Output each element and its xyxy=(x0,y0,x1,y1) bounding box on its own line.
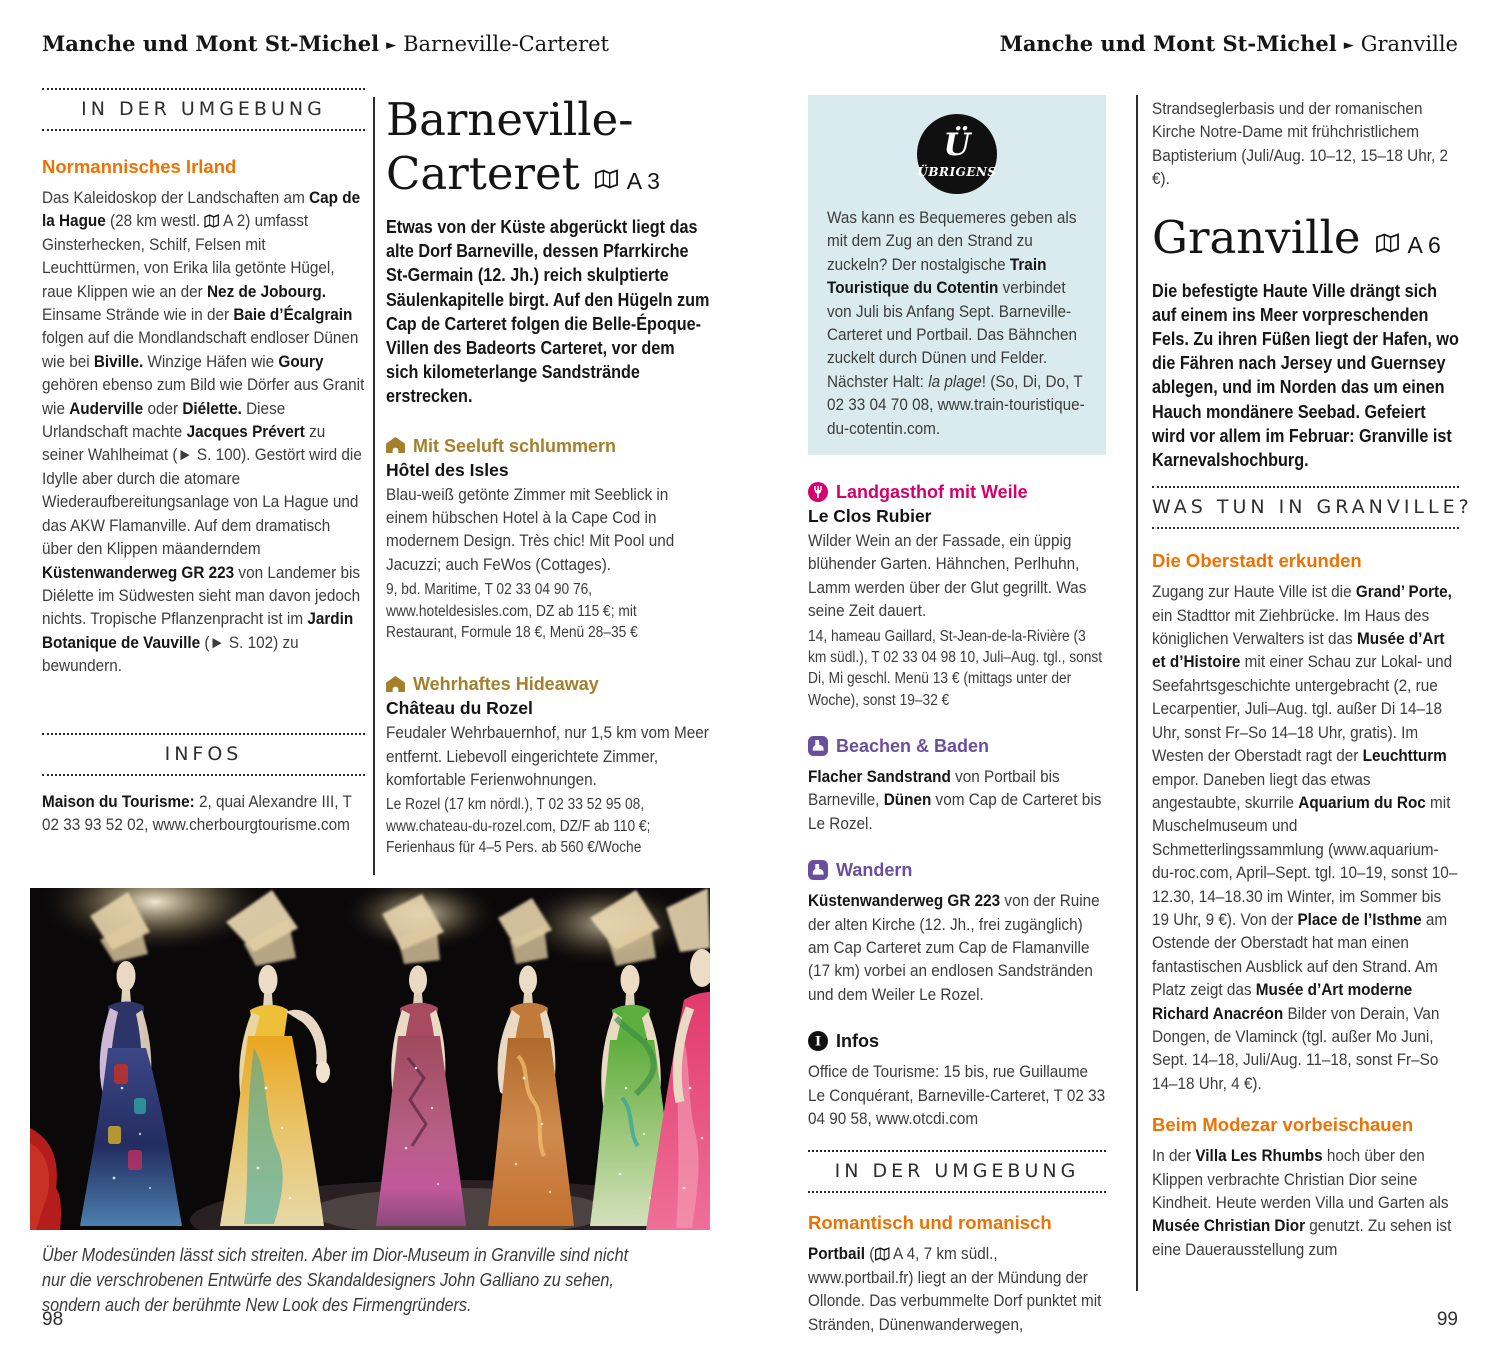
map-icon xyxy=(204,211,219,230)
svg-text:I: I xyxy=(814,1034,822,1050)
category-heading xyxy=(386,435,710,457)
fork-icon xyxy=(808,482,828,502)
tip-body: Das Kaleidoskop der Landschaften am Cap de la Hague (28 km westl. A 2) umfasst Ginsterhecken, Schilf, Felsen mit Leuchttürmen, von Erika lila getönte Hügel, raue Klippen wie an der Nez de Jobourg. Einsame Strände wie in der Baie d’Écalgrain folgen auf die Mondlandschaft endloser Dünen wie bei Biville. Winzige Häfen wie Goury gehören ebenso zum Bild wie Dörfer aus Granit wie Auderville oder Diélette. Diese Urlandschaft machte Jacques Prévert zu seiner Wahlheimat (► S. 100). Gestört wird die Idylle aber durch die atomare Wiederaufbereitungsanlage von La Hague und das AKW Flamanville. Auf dem dramatisch über den Klippen mäanderndem Küstenwanderweg GR 223 von Landemer bis Diélette im Südwesten sieht man davon jedoch nichts. Tropische Pflanzenpracht ist im Jardin Botanique de Vauville (► S. 102) zu bewundern. xyxy=(42,188,365,676)
uebrigens-text: Was kann es Bequemeres geben als mit dem Zug an den Strand zu zuckeln? Der nostalgische Train Touristique du Cotentin verbindet von Juli bis Anfang Sept. Barneville-Carteret und Portbail. Das Bähnchen zuckelt durch Dünen und Felder. Nächster Halt: la plage! (So, Di, Do, T 02 33 04 70 08, www.train-touristique-du-cotentin.com. xyxy=(827,208,1085,438)
infos-body: Maison du Tourisme: 2, quai Alexandre III, T 02 33 93 52 02, www.cherbourgtourisme.com xyxy=(42,792,352,835)
listing-le-clos-rubier xyxy=(808,481,1106,711)
map-icon xyxy=(1375,232,1400,259)
section-label-text: WAS TUN IN GRANVILLE? xyxy=(1152,496,1473,519)
map-icon xyxy=(874,1244,889,1263)
map-reference xyxy=(594,168,660,195)
column-barneville-2 xyxy=(808,95,1106,1336)
category-heading xyxy=(808,735,1106,757)
boot-icon xyxy=(808,736,828,756)
section-label-text: IN DER UMGEBUNG xyxy=(834,1160,1080,1183)
dotted-rule xyxy=(42,129,365,131)
infos-block-left xyxy=(42,733,365,837)
uebrigens-tip-box xyxy=(808,95,1106,455)
breadcrumb-arrow-icon: ► xyxy=(1343,38,1354,53)
dotted-rule xyxy=(808,1191,1106,1193)
dotted-rule xyxy=(1152,527,1459,529)
category-heading xyxy=(808,1030,1106,1052)
tip-heading: Beim Modezar vorbeischauen xyxy=(1152,1114,1414,1136)
section-label-text: IN DER UMGEBUNG xyxy=(81,98,326,120)
listing-name: Le Clos Rubier xyxy=(808,506,932,527)
uebrigens-badge xyxy=(917,114,997,194)
category-label: Wehrhaftes Hideaway xyxy=(413,674,599,695)
running-head-left xyxy=(42,31,609,56)
continuation-text: Strandseglerbasis und der romanischen Kirche Notre-Dame mit frühchristlichem Baptisterium (Juli/Aug. 10–12, 15–18 Uhr, 2 €). xyxy=(1152,99,1448,189)
listing-body: Feudaler Wehrbauernhof, nur 1,5 km vom Meer entfernt. Liebevoll eingerichtete Zimmer, komfortable Ferienwohnungen. xyxy=(386,723,709,789)
running-head-region: Manche und Mont St-Michel xyxy=(999,31,1337,56)
uebrigens-label: ÜBRIGENS xyxy=(917,164,997,179)
place-title-line1: Barneville- xyxy=(386,93,634,146)
running-head-region: Manche und Mont St-Michel xyxy=(42,31,380,56)
activity-body: Küstenwanderweg GR 223 von der Ruine der alten Kirche (12. Jh., frei zugänglich) am Cap Carteret zum Cap de Flamanville (17 km) vorbei an endlosen Sandstränden und dem Weiler Le Rozel. xyxy=(808,891,1100,1004)
section-label-was-tun xyxy=(1152,486,1473,529)
category-label: Mit Seeluft schlummern xyxy=(413,435,617,456)
hotel-icon xyxy=(386,676,405,693)
boot-icon xyxy=(808,860,828,880)
category-label: Infos xyxy=(836,1031,879,1052)
section-label-umgebung-2 xyxy=(808,1150,1106,1193)
category-label: Wandern xyxy=(836,860,913,881)
column-umgebung xyxy=(42,88,365,678)
column-divider xyxy=(1136,95,1138,1291)
map-grid-ref: A 6 xyxy=(1407,231,1441,258)
tip-body: In der Villa Les Rhumbs hoch über den Klippen verbrachte Christian Dior seine Kindheit. Heute werden Villa und Garten als Musée Christian Dior genutzt. Zu sehen ist eine Dauerausstellung zum xyxy=(1152,1146,1452,1259)
page-number-right: 99 xyxy=(1436,1309,1458,1330)
column-granville xyxy=(1152,97,1473,1261)
column-divider xyxy=(373,97,375,875)
category-label: Beachen & Baden xyxy=(836,735,990,756)
photo-caption: Über Modesünden lässt sich streiten. Aber im Dior-Museum in Granville sind nicht nur die verschrobenen Entwürfe des Skandaldesigners John Galliano zu sehen, sondern auch der berühmte New Look des Firmengründers. xyxy=(42,1245,629,1315)
place-intro: Die befestigte Haute Ville drängt sich auf einem ins Meer vorpreschenden Fels. Zu ihren Füßen liegt der Hafen, wo die Fähren nach Jersey und Guernsey ablegen, und im Norden das um einen Hauch mondänere Seebad. Gefeiert wird vor allem im Februar: Granville ist Karnevalshochburg. xyxy=(1152,280,1459,471)
listing-hotel-des-isles xyxy=(386,435,710,644)
infos-body: Office de Tourisme: 15 bis, rue Guillaume Le Conquérant, Barneville-Carteret, T 02 33 04 90 58, www.otcdi.com xyxy=(808,1062,1106,1128)
running-head-place: Granville xyxy=(1360,32,1458,56)
category-heading xyxy=(808,481,1106,503)
activity-beachen-baden xyxy=(808,735,1106,835)
category-heading xyxy=(808,859,1106,881)
tip-heading: Romantisch und romanisch xyxy=(808,1212,1052,1234)
page-number-left: 98 xyxy=(42,1309,64,1330)
tip-body: Zugang zur Haute Ville ist die Grand’ Porte, ein Stadttor mit Ziehbrücke. Im Haus des königlichen Verwalters ist das Musée d’Art et d’Histoire mit einer Schau zur Lokal- und Seefahrtsgeschichte untergebracht (2, rue Lecarpentier, Juli–Aug. tgl. außer Di 14–18 Uhr, sonst Fr–So 14–18 Uhr, gratis). Im Westen der Oberstadt ragt der Leuchtturm empor. Daneben liegt das etwas angestaubte, skurrile Aquarium du Roc mit Muschelmuseum und Schmetterlingssammlung (www.aquarium-du-roc.com, April–Sept. tgl. 10–19, sonst 10–12.30, 14–18.30 im Winter, im Sommer bis 19 Uhr, 9 €). Von der Place de l’Isthme am Ostende der Oberstadt hat man einen fantastischen Ausblick auf den Strand. Am Platz zeigt das Musée d’Art moderne Richard Anacréon Bilder von Derain, Van Dongen, de Vlaminck (tgl. außer Mo Juni, Sept. 14–18, Juli/Aug. 11–18, sonst Fr–So 14–18 Uhr, 4 €). xyxy=(1152,582,1458,1093)
infos-block-barneville xyxy=(808,1030,1106,1130)
place-title: Granville xyxy=(1152,210,1361,264)
activity-body: Flacher Sandstrand von Portbail bis Barneville, Dünen vom Cap de Carteret bis Le Rozel. xyxy=(808,766,1102,833)
place-title-line2: Carteret xyxy=(386,147,580,200)
listing-body: Blau-weiß getönte Zimmer mit Seeblick in einem hübschen Hotel à la Cape Cod in modernem Design. Très chic! Mit Pool und Jacuzzi; auch FeWos (Cottages). xyxy=(386,484,675,574)
listing-name: Château du Rozel xyxy=(386,698,533,719)
map-reference xyxy=(1375,232,1441,259)
running-head-right xyxy=(1000,31,1458,56)
info-icon xyxy=(808,1031,828,1051)
dotted-rule xyxy=(42,774,365,776)
listing-name: Hôtel des Isles xyxy=(386,459,509,480)
uebrigens-letter: Ü xyxy=(943,126,971,163)
dior-museum-photo xyxy=(30,888,710,1230)
category-heading xyxy=(386,673,710,695)
running-head-place: Barneville-Carteret xyxy=(403,32,609,56)
hotel-icon xyxy=(386,437,405,454)
tip-heading: Normannisches Irland xyxy=(42,156,237,177)
activity-wandern xyxy=(808,859,1106,1006)
listing-details: Le Rozel (17 km nördl.), T 02 33 52 95 08, www.chateau-du-rozel.com, DZ/F ab 110 €; Ferienhaus für 4–5 Pers. ab 560 €/Woche xyxy=(386,796,651,856)
category-label: Landgasthof mit Weile xyxy=(836,482,1028,503)
column-barneville xyxy=(386,93,710,858)
breadcrumb-arrow-icon: ► xyxy=(386,38,397,53)
listing-details: 14, hameau Gaillard, St-Jean-de-la-Rivière (3 km südl.), T 02 33 04 98 10, Juli–Aug. tgl., sonst Di, Mi geschl. Menü 13 € (mittags unter der Woche), sonst 19–32 € xyxy=(808,627,1103,709)
place-intro: Etwas von der Küste abgerückt liegt das alte Dorf Barneville, dessen Pfarrkirche St-Germain (12. Jh.) reich skulptierte Säulenkapitelle birgt. Auf den Hügeln zum Cap de Carteret folgen die Belle-Époque-Villen des Badeorts Carteret, vor dem sich kilometerlange Sandstrände erstrecken. xyxy=(386,217,710,407)
section-label-umgebung xyxy=(42,88,365,131)
listing-body: Wilder Wein an der Fassade, ein üppig blühender Garten. Hähnchen, Perlhuhn, Lamm werden über der Glut gegrillt. Was seine Zeit dauert. xyxy=(808,531,1087,621)
listing-details: 9, bd. Maritime, T 02 33 04 90 76, www.hoteldesisles.com, DZ ab 115 €; mit Restaurant, Formule 18 €, Menü 28–35 € xyxy=(386,581,638,641)
tip-heading: Die Oberstadt erkunden xyxy=(1152,550,1362,572)
map-icon xyxy=(594,168,619,195)
section-label-text: INFOS xyxy=(164,743,243,765)
map-grid-ref: A 3 xyxy=(626,168,660,194)
tip-body: Portbail ( A 4, 7 km südl., www.portbail.fr) liegt an der Mündung der Ollonde. Das verbummelte Dorf punktet mit Stränden, Dünenwanderwegen, xyxy=(808,1244,1102,1334)
listing-chateau-du-rozel xyxy=(386,673,710,858)
